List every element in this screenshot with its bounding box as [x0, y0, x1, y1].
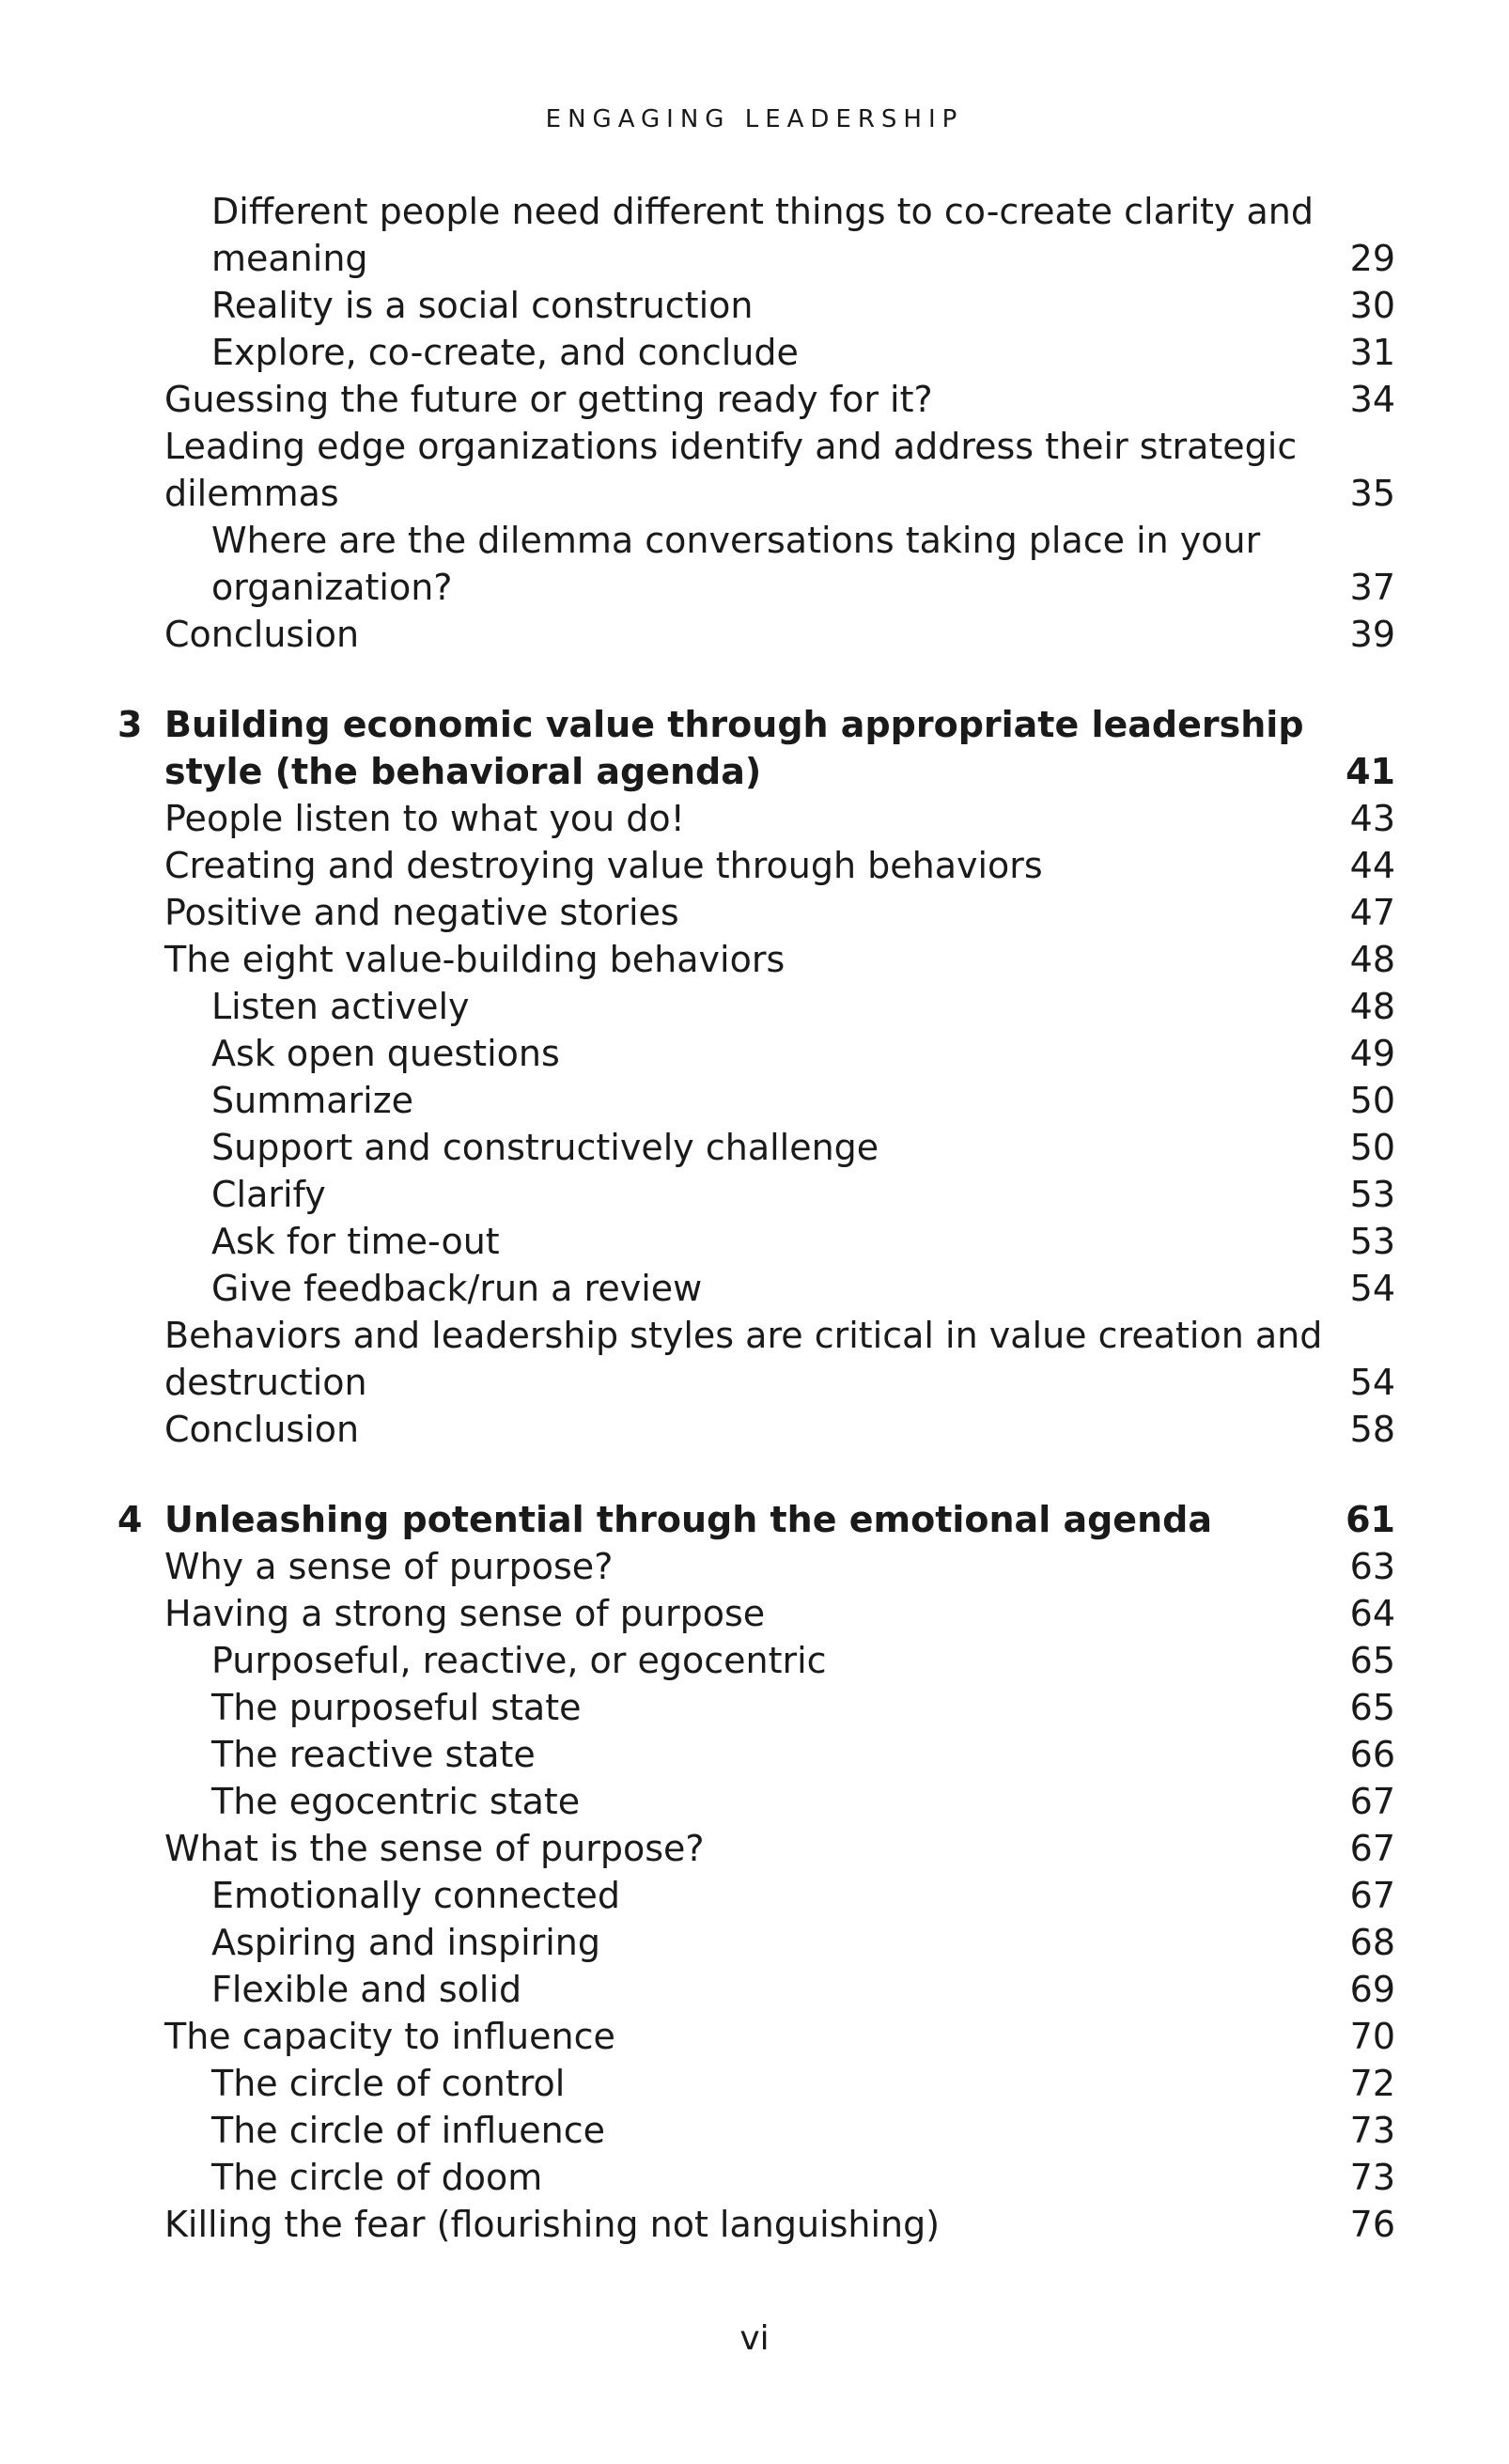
- toc-entry-page: 50: [1349, 1080, 1395, 1121]
- toc-entry: [0, 423, 1509, 470]
- toc-entry: [0, 983, 1509, 1030]
- toc-entry-page: 37: [1349, 567, 1395, 608]
- toc-entry-text: Conclusion: [164, 1409, 360, 1450]
- toc-entry-page: 53: [1349, 1174, 1395, 1215]
- toc-entry: [0, 842, 1509, 889]
- toc-entry-text: The eight value-building behaviors: [164, 939, 786, 980]
- toc-entry: [0, 235, 1509, 282]
- toc-entry-page: 73: [1349, 2110, 1395, 2151]
- toc-entry-text: Aspiring and inspiring: [211, 1922, 601, 1963]
- chapter-number: 3: [117, 704, 143, 745]
- toc-entry-page: 35: [1349, 473, 1395, 514]
- toc-entry-text: The egocentric state: [211, 1781, 581, 1822]
- toc-entry: [0, 1359, 1509, 1406]
- toc-entry: [0, 2013, 1509, 2060]
- section-gap: [0, 658, 1509, 701]
- toc-entry-text: Support and constructively challenge: [211, 1127, 879, 1168]
- toc-entry: [0, 1218, 1509, 1265]
- toc-entry-text: Behaviors and leadership styles are critical in value creation and: [164, 1315, 1323, 1356]
- toc-entry-page: 53: [1349, 1221, 1395, 1262]
- toc-entry: [0, 1919, 1509, 1966]
- toc-entry-page: 54: [1349, 1362, 1395, 1403]
- toc-entry-text: meaning: [211, 238, 368, 279]
- page-number: vi: [739, 2319, 770, 2358]
- toc-entry: [0, 282, 1509, 329]
- section-gap: [0, 1453, 1509, 1496]
- toc-entry-page: 76: [1349, 2204, 1395, 2245]
- toc-entry-text: Ask open questions: [211, 1033, 560, 1074]
- chapter-number: 4: [117, 1499, 143, 1540]
- toc-entry-page: 67: [1349, 1781, 1395, 1822]
- toc-entry: [0, 376, 1509, 423]
- toc-entry-page: 68: [1349, 1922, 1395, 1963]
- toc-entry-page: 65: [1349, 1687, 1395, 1728]
- toc-entry: [0, 1265, 1509, 1312]
- toc-entry-text: Why a sense of purpose?: [164, 1546, 614, 1587]
- toc-entry: [0, 1637, 1509, 1684]
- toc-entry-page: 70: [1349, 2016, 1395, 2057]
- running-head: ENGAGING LEADERSHIP: [545, 105, 964, 133]
- toc-entry-page: 72: [1349, 2063, 1395, 2104]
- toc-entry-text: Where are the dilemma conversations taking place in your: [211, 520, 1261, 561]
- table-of-contents: [0, 188, 1509, 2248]
- toc-entry-page: 54: [1349, 1268, 1395, 1309]
- toc-entry-page: 31: [1349, 332, 1395, 373]
- toc-entry: [0, 1590, 1509, 1637]
- chapter-title: Building economic value through appropriate leadership: [164, 704, 1304, 745]
- toc-entry: [0, 889, 1509, 936]
- toc-entry-text: Positive and negative stories: [164, 892, 679, 933]
- toc-entry-text: The capacity to influence: [164, 2016, 615, 2057]
- toc-entry-page: 73: [1349, 2157, 1395, 2198]
- chapter-heading: [0, 1496, 1509, 1543]
- toc-entry: [0, 1406, 1509, 1453]
- toc-entry-text: Explore, co-create, and conclude: [211, 332, 799, 373]
- toc-entry-page: 39: [1349, 614, 1395, 655]
- toc-entry-text: Killing the fear (flourishing not languishing): [164, 2204, 941, 2245]
- toc-entry: [0, 329, 1509, 376]
- toc-entry: [0, 936, 1509, 983]
- toc-entry-page: 63: [1349, 1546, 1395, 1587]
- toc-entry-page: 49: [1349, 1033, 1395, 1074]
- chapter-page: 61: [1346, 1499, 1395, 1540]
- toc-entry-page: 30: [1349, 285, 1395, 326]
- toc-entry: [0, 1872, 1509, 1919]
- toc-entry: [0, 517, 1509, 564]
- toc-entry-text: Ask for time-out: [211, 1221, 500, 1262]
- toc-entry-text: The purposeful state: [211, 1687, 582, 1728]
- toc-entry-text: People listen to what you do!: [164, 798, 685, 839]
- toc-entry: [0, 1312, 1509, 1359]
- toc-entry-text: organization?: [211, 567, 453, 608]
- toc-entry: [0, 1124, 1509, 1171]
- toc-entry-page: 43: [1349, 798, 1395, 839]
- toc-entry-text: Listen actively: [211, 986, 470, 1027]
- chapter-heading: [0, 701, 1509, 748]
- toc-entry: [0, 470, 1509, 517]
- toc-entry: [0, 611, 1509, 658]
- chapter-title: style (the behavioral agenda): [164, 751, 762, 792]
- toc-entry-page: 64: [1349, 1593, 1395, 1634]
- toc-entry-text: Summarize: [211, 1080, 414, 1121]
- toc-entry-text: Guessing the future or getting ready for it?: [164, 379, 933, 420]
- toc-entry: [0, 1171, 1509, 1218]
- toc-entry: [0, 1778, 1509, 1825]
- toc-entry-text: destruction: [164, 1362, 367, 1403]
- toc-entry: [0, 1077, 1509, 1124]
- toc-entry-page: 67: [1349, 1828, 1395, 1869]
- toc-entry-text: The circle of control: [211, 2063, 566, 2104]
- toc-entry-page: 66: [1349, 1734, 1395, 1775]
- toc-entry: [0, 1966, 1509, 2013]
- toc-entry: [0, 2201, 1509, 2248]
- toc-entry-page: 34: [1349, 379, 1395, 420]
- toc-entry: [0, 2107, 1509, 2154]
- toc-entry-text: The reactive state: [211, 1734, 536, 1775]
- toc-entry: [0, 564, 1509, 611]
- toc-entry-text: dilemmas: [164, 473, 339, 514]
- toc-entry-text: Give feedback/run a review: [211, 1268, 703, 1309]
- toc-entry: [0, 2060, 1509, 2107]
- toc-entry-text: Flexible and solid: [211, 1969, 522, 2010]
- toc-entry-page: 50: [1349, 1127, 1395, 1168]
- toc-entry-page: 48: [1349, 939, 1395, 980]
- toc-entry-text: Conclusion: [164, 614, 360, 655]
- toc-entry-page: 67: [1349, 1875, 1395, 1916]
- toc-entry-text: What is the sense of purpose?: [164, 1828, 705, 1869]
- toc-entry: [0, 1030, 1509, 1077]
- toc-entry-text: Creating and destroying value through behaviors: [164, 845, 1043, 886]
- toc-entry-page: 47: [1349, 892, 1395, 933]
- toc-entry: [0, 1825, 1509, 1872]
- toc-entry: [0, 2154, 1509, 2201]
- toc-entry: [0, 1731, 1509, 1778]
- toc-entry-text: Clarify: [211, 1174, 326, 1215]
- toc-entry-page: 69: [1349, 1969, 1395, 2010]
- toc-entry-text: The circle of doom: [211, 2157, 543, 2198]
- toc-entry: [0, 1543, 1509, 1590]
- toc-entry: [0, 795, 1509, 842]
- toc-entry-text: Purposeful, reactive, or egocentric: [211, 1640, 827, 1681]
- toc-entry-page: 48: [1349, 986, 1395, 1027]
- toc-entry-text: Different people need different things to co-create clarity and: [211, 191, 1314, 232]
- toc-entry-text: Emotionally connected: [211, 1875, 621, 1916]
- toc-entry: [0, 188, 1509, 235]
- toc-entry-text: Reality is a social construction: [211, 285, 754, 326]
- toc-entry-page: 44: [1349, 845, 1395, 886]
- toc-entry-page: 29: [1349, 238, 1395, 279]
- toc-entry-text: The circle of influence: [211, 2110, 606, 2151]
- toc-entry-text: Having a strong sense of purpose: [164, 1593, 766, 1634]
- chapter-title: Unleashing potential through the emotional agenda: [164, 1499, 1212, 1540]
- toc-entry-text: Leading edge organizations identify and address their strategic: [164, 426, 1298, 467]
- chapter-heading: [0, 748, 1509, 795]
- chapter-page: 41: [1346, 751, 1395, 792]
- toc-entry: [0, 1684, 1509, 1731]
- toc-entry-page: 65: [1349, 1640, 1395, 1681]
- toc-entry-page: 58: [1349, 1409, 1395, 1450]
